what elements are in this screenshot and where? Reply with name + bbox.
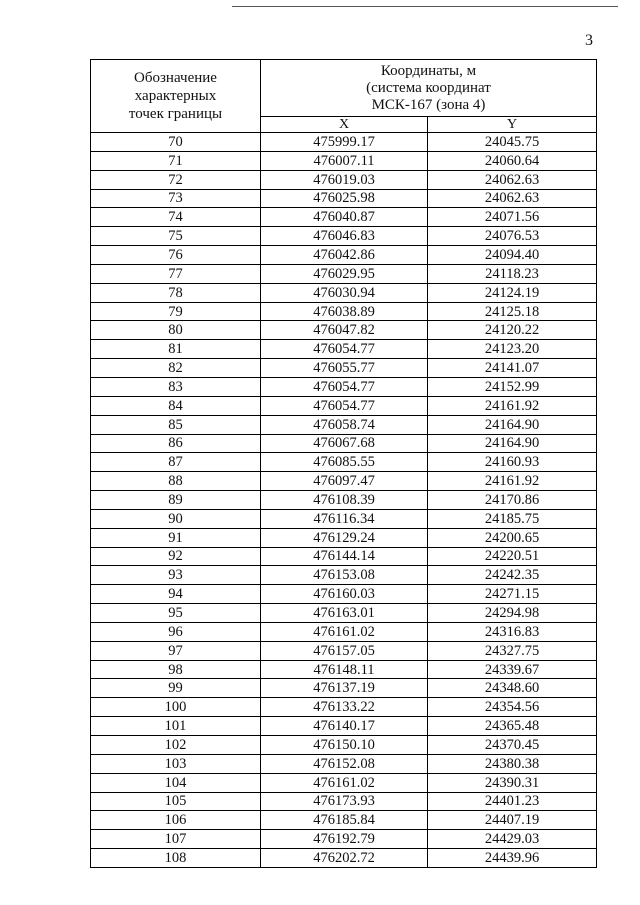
point-cell: 85 bbox=[91, 415, 261, 434]
x-cell: 476085.55 bbox=[261, 453, 428, 472]
header-designation-line: точек границы bbox=[128, 106, 223, 122]
table-row bbox=[91, 754, 597, 773]
point-cell: 76 bbox=[91, 246, 261, 265]
x-cell: 476157.05 bbox=[261, 641, 428, 660]
table-row bbox=[91, 472, 597, 491]
header-coordinates-line: Координаты, м bbox=[380, 62, 477, 79]
point-cell: 106 bbox=[91, 811, 261, 830]
point-cell: 75 bbox=[91, 227, 261, 246]
y-cell: 24429.03 bbox=[428, 830, 597, 849]
y-cell: 24071.56 bbox=[428, 208, 597, 227]
table-row bbox=[91, 340, 597, 359]
y-cell: 24164.90 bbox=[428, 434, 597, 453]
x-cell: 476140.17 bbox=[261, 717, 428, 736]
x-cell: 476150.10 bbox=[261, 736, 428, 755]
y-cell: 24242.35 bbox=[428, 566, 597, 585]
y-cell: 24407.19 bbox=[428, 811, 597, 830]
x-cell: 476129.24 bbox=[261, 528, 428, 547]
y-cell: 24439.96 bbox=[428, 849, 597, 868]
table-row bbox=[91, 528, 597, 547]
x-cell: 476054.77 bbox=[261, 340, 428, 359]
table-row bbox=[91, 773, 597, 792]
point-cell: 102 bbox=[91, 736, 261, 755]
table-row bbox=[91, 736, 597, 755]
point-cell: 77 bbox=[91, 264, 261, 283]
x-cell: 476042.86 bbox=[261, 246, 428, 265]
x-cell: 476067.68 bbox=[261, 434, 428, 453]
table-row bbox=[91, 604, 597, 623]
table-row bbox=[91, 377, 597, 396]
x-cell: 476173.93 bbox=[261, 792, 428, 811]
table-row bbox=[91, 509, 597, 528]
y-cell: 24164.90 bbox=[428, 415, 597, 434]
x-cell: 476025.98 bbox=[261, 189, 428, 208]
point-cell: 101 bbox=[91, 717, 261, 736]
point-cell: 108 bbox=[91, 849, 261, 868]
y-cell: 24365.48 bbox=[428, 717, 597, 736]
table-row bbox=[91, 208, 597, 227]
point-cell: 87 bbox=[91, 453, 261, 472]
x-cell: 476055.77 bbox=[261, 359, 428, 378]
x-cell: 476161.02 bbox=[261, 622, 428, 641]
x-cell: 476040.87 bbox=[261, 208, 428, 227]
point-cell: 95 bbox=[91, 604, 261, 623]
table-row bbox=[91, 585, 597, 604]
point-cell: 83 bbox=[91, 377, 261, 396]
point-cell: 105 bbox=[91, 792, 261, 811]
y-cell: 24327.75 bbox=[428, 641, 597, 660]
point-cell: 81 bbox=[91, 340, 261, 359]
point-cell: 99 bbox=[91, 679, 261, 698]
y-cell: 24123.20 bbox=[428, 340, 597, 359]
x-cell: 476161.02 bbox=[261, 773, 428, 792]
y-cell: 24185.75 bbox=[428, 509, 597, 528]
y-cell: 24271.15 bbox=[428, 585, 597, 604]
x-cell: 475999.17 bbox=[261, 133, 428, 152]
x-cell: 476202.72 bbox=[261, 849, 428, 868]
table-row bbox=[91, 133, 597, 152]
table-row bbox=[91, 359, 597, 378]
x-cell: 476153.08 bbox=[261, 566, 428, 585]
y-cell: 24120.22 bbox=[428, 321, 597, 340]
y-cell: 24294.98 bbox=[428, 604, 597, 623]
y-cell: 24161.92 bbox=[428, 472, 597, 491]
point-cell: 70 bbox=[91, 133, 261, 152]
x-cell: 476163.01 bbox=[261, 604, 428, 623]
y-cell: 24060.64 bbox=[428, 151, 597, 170]
point-cell: 91 bbox=[91, 528, 261, 547]
y-cell: 24390.31 bbox=[428, 773, 597, 792]
y-cell: 24062.63 bbox=[428, 170, 597, 189]
table-row bbox=[91, 434, 597, 453]
table-row bbox=[91, 622, 597, 641]
y-cell: 24125.18 bbox=[428, 302, 597, 321]
point-cell: 96 bbox=[91, 622, 261, 641]
point-cell: 71 bbox=[91, 151, 261, 170]
point-cell: 94 bbox=[91, 585, 261, 604]
point-cell: 82 bbox=[91, 359, 261, 378]
header-y: Y bbox=[428, 117, 597, 133]
x-cell: 476152.08 bbox=[261, 754, 428, 773]
point-cell: 92 bbox=[91, 547, 261, 566]
table-row bbox=[91, 717, 597, 736]
point-cell: 104 bbox=[91, 773, 261, 792]
point-cell: 72 bbox=[91, 170, 261, 189]
point-cell: 86 bbox=[91, 434, 261, 453]
table-row bbox=[91, 792, 597, 811]
table-row bbox=[91, 151, 597, 170]
point-cell: 84 bbox=[91, 396, 261, 415]
y-cell: 24354.56 bbox=[428, 698, 597, 717]
y-cell: 24076.53 bbox=[428, 227, 597, 246]
table-row bbox=[91, 453, 597, 472]
y-cell: 24160.93 bbox=[428, 453, 597, 472]
table-row bbox=[91, 396, 597, 415]
x-cell: 476054.77 bbox=[261, 377, 428, 396]
table-row bbox=[91, 491, 597, 510]
x-cell: 476030.94 bbox=[261, 283, 428, 302]
table-row bbox=[91, 264, 597, 283]
y-cell: 24094.40 bbox=[428, 246, 597, 265]
table-row bbox=[91, 227, 597, 246]
header-designation-line: Обозначение bbox=[134, 70, 217, 86]
x-cell: 476116.34 bbox=[261, 509, 428, 528]
table-row bbox=[91, 415, 597, 434]
y-cell: 24161.92 bbox=[428, 396, 597, 415]
y-cell: 24045.75 bbox=[428, 133, 597, 152]
coordinates-table bbox=[90, 59, 597, 868]
point-cell: 93 bbox=[91, 566, 261, 585]
y-cell: 24141.07 bbox=[428, 359, 597, 378]
x-cell: 476058.74 bbox=[261, 415, 428, 434]
x-cell: 476148.11 bbox=[261, 660, 428, 679]
x-cell: 476046.83 bbox=[261, 227, 428, 246]
x-cell: 476144.14 bbox=[261, 547, 428, 566]
y-cell: 24339.67 bbox=[428, 660, 597, 679]
y-cell: 24220.51 bbox=[428, 547, 597, 566]
x-cell: 476019.03 bbox=[261, 170, 428, 189]
y-cell: 24062.63 bbox=[428, 189, 597, 208]
x-cell: 476185.84 bbox=[261, 811, 428, 830]
table-row bbox=[91, 660, 597, 679]
y-cell: 24118.23 bbox=[428, 264, 597, 283]
y-cell: 24170.86 bbox=[428, 491, 597, 510]
header-coordinates bbox=[261, 60, 597, 117]
table-row bbox=[91, 830, 597, 849]
table-row bbox=[91, 811, 597, 830]
table-row bbox=[91, 679, 597, 698]
point-cell: 107 bbox=[91, 830, 261, 849]
point-cell: 103 bbox=[91, 754, 261, 773]
x-cell: 476133.22 bbox=[261, 698, 428, 717]
top-rule bbox=[232, 6, 618, 7]
y-cell: 24348.60 bbox=[428, 679, 597, 698]
table-row bbox=[91, 849, 597, 868]
y-cell: 24200.65 bbox=[428, 528, 597, 547]
point-cell: 74 bbox=[91, 208, 261, 227]
x-cell: 476054.77 bbox=[261, 396, 428, 415]
point-cell: 89 bbox=[91, 491, 261, 510]
point-cell: 88 bbox=[91, 472, 261, 491]
header-coordinates-line: МСК-167 (зона 4) bbox=[371, 96, 486, 113]
header-designation-line: характерных bbox=[134, 88, 217, 104]
y-cell: 24152.99 bbox=[428, 377, 597, 396]
x-cell: 476192.79 bbox=[261, 830, 428, 849]
point-cell: 78 bbox=[91, 283, 261, 302]
table-row bbox=[91, 566, 597, 585]
point-cell: 80 bbox=[91, 321, 261, 340]
x-cell: 476007.11 bbox=[261, 151, 428, 170]
x-cell: 476029.95 bbox=[261, 264, 428, 283]
x-cell: 476047.82 bbox=[261, 321, 428, 340]
table-row bbox=[91, 321, 597, 340]
point-cell: 79 bbox=[91, 302, 261, 321]
table-row bbox=[91, 698, 597, 717]
y-cell: 24316.83 bbox=[428, 622, 597, 641]
x-cell: 476097.47 bbox=[261, 472, 428, 491]
y-cell: 24124.19 bbox=[428, 283, 597, 302]
point-cell: 100 bbox=[91, 698, 261, 717]
x-cell: 476038.89 bbox=[261, 302, 428, 321]
table-row bbox=[91, 641, 597, 660]
table-row bbox=[91, 302, 597, 321]
point-cell: 97 bbox=[91, 641, 261, 660]
table-row bbox=[91, 246, 597, 265]
header-x: X bbox=[261, 117, 428, 133]
y-cell: 24370.45 bbox=[428, 736, 597, 755]
y-cell: 24380.38 bbox=[428, 754, 597, 773]
table-row bbox=[91, 189, 597, 208]
table-row bbox=[91, 283, 597, 302]
y-cell: 24401.23 bbox=[428, 792, 597, 811]
header-coordinates-line: (система координат bbox=[366, 79, 491, 96]
table-row bbox=[91, 547, 597, 566]
header-point-designation bbox=[91, 60, 261, 133]
x-cell: 476137.19 bbox=[261, 679, 428, 698]
point-cell: 90 bbox=[91, 509, 261, 528]
x-cell: 476160.03 bbox=[261, 585, 428, 604]
x-cell: 476108.39 bbox=[261, 491, 428, 510]
page-number: 3 bbox=[585, 32, 593, 49]
point-cell: 73 bbox=[91, 189, 261, 208]
point-cell: 98 bbox=[91, 660, 261, 679]
table-row bbox=[91, 170, 597, 189]
